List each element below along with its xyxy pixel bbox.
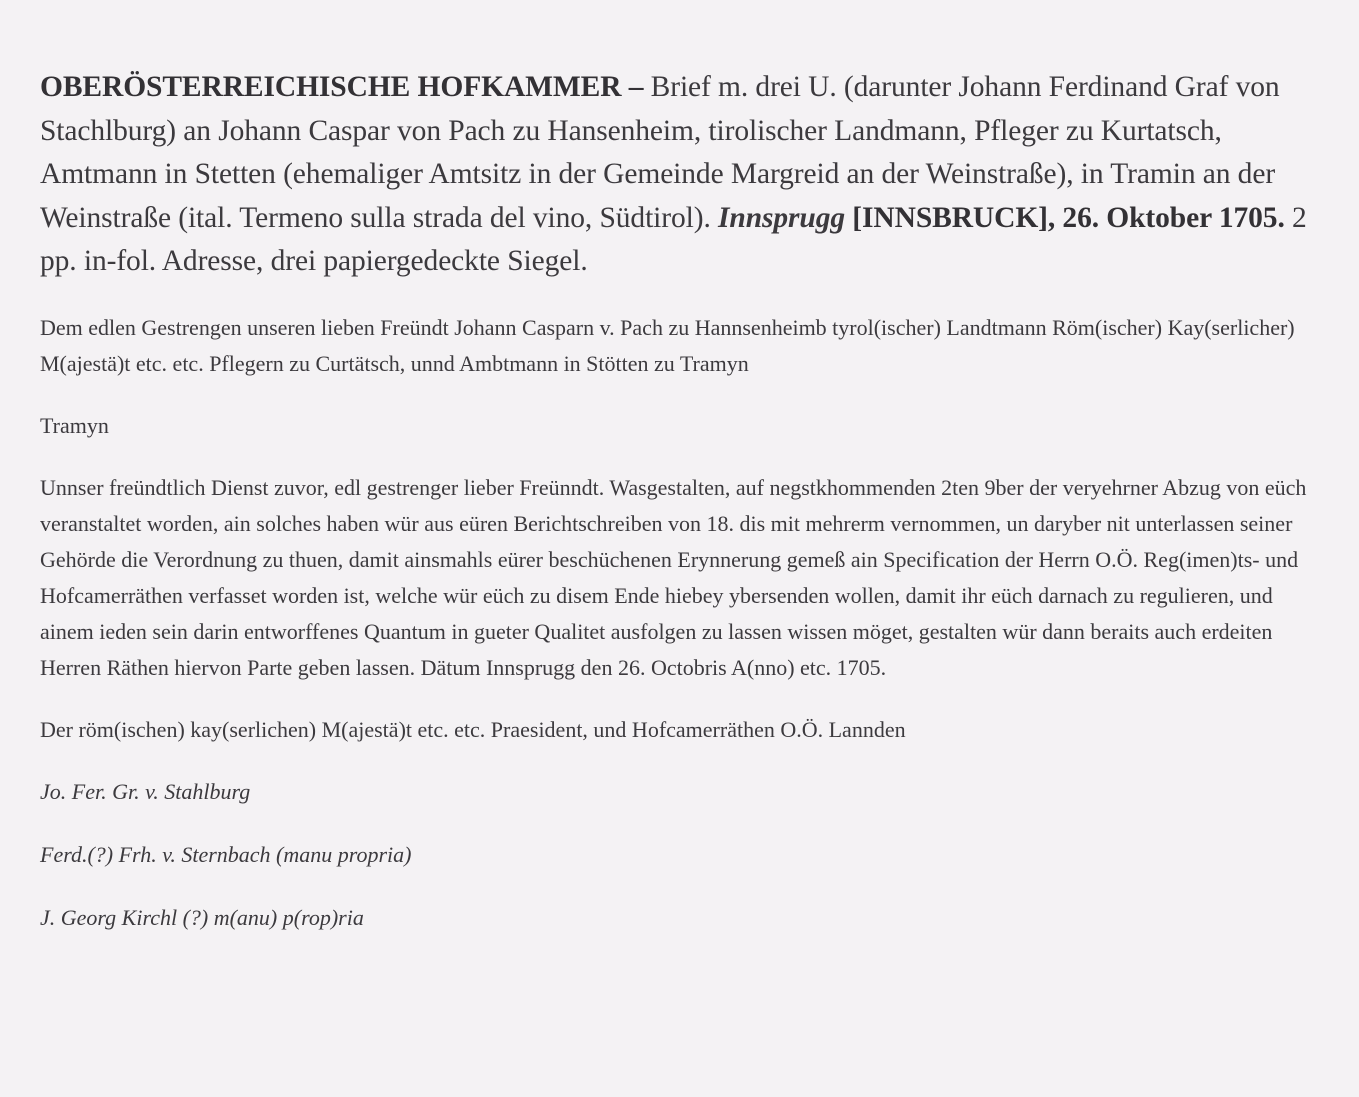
address-paragraph: Dem edlen Gestrengen unseren lieben Freündt Johann Casparn v. Pach zu Hannsenheimb tyrol(ischer) Landtmann Röm(ischer) Kay(serlicher) M(ajestä)t etc. etc. Pflegern zu Curtätsch, unnd Ambtmann in Stötten zu Tramyn — [40, 314, 1295, 376]
place-line: Tramyn — [40, 412, 109, 438]
heading-organization: OBERÖSTERREICHISCHE HOFKAMMER – — [40, 71, 644, 103]
document-page — [40, 66, 1330, 963]
closing-line: Der röm(ischen) kay(serlichen) M(ajestä)t etc. etc. Praesident, und Hofcamerräthen O.Ö. Lannden — [40, 716, 906, 742]
heading-date: [INNSBRUCK], 26. Oktober 1705. — [845, 201, 1285, 234]
heading-place: Innsprugg — [718, 201, 846, 234]
heading-description: Brief m. drei U. (darunter Johann Ferdinand Graf von Stachlburg) an Johann Caspar von Pach zu Hansenheim, tirolischer Landmann, Pfleger zu Kurtatsch, Amtmann in Stetten (ehemaliger Amtsitz in der Gemeinde Margreid an der Weinstraße), in Tramin an der Weinstraße (ital. Termeno sulla strada del vino, Südtirol). — [40, 71, 1280, 234]
heading-physical-description: 2 pp. in-fol. Adresse, drei papiergedeckte Siegel. — [40, 201, 1307, 278]
signature-1: Jo. Fer. Gr. v. Stahlburg — [40, 778, 251, 804]
catalog-heading — [40, 66, 1330, 284]
signature-2: Ferd.(?) Frh. v. Sternbach (manu propria) — [40, 841, 412, 867]
signature-3: J. Georg Kirchl (?) m(anu) p(rop)ria — [40, 904, 364, 930]
letter-body: Unnser freündtlich Dienst zuvor, edl gestrenger lieber Freünndt. Wasgestalten, auf negstkhommenden 2ten 9ber der veryehrner Abzug von eüch veranstaltet worden, ain solches haben wür aus eüren Berichtschreiben von 18. dis mit mehrerm vernommen, un daryber nit unterlassen seiner Gehörde die Verordnung zu thuen, damit ainsmahls eürer beschüchenen Erynnerung gemeß ain Specification der Herrn O.Ö. Reg(imen)ts- und Hofcamerräthen verfasset worden ist, welche wür eüch zu disem Ende hiebey ybersenden wollen, damit ihr eüch darnach zu regulieren, und ainem ieden sein darin entworffenes Quantum in gueter Qualitet ausfolgen zu lassen wissen möget, gestalten wür dann beraits auch erdeiten Herren Räthen hiervon Parte geben lassen. Dätum Innsprugg den 26. Octobris A(nno) etc. 1705. — [40, 474, 1307, 680]
